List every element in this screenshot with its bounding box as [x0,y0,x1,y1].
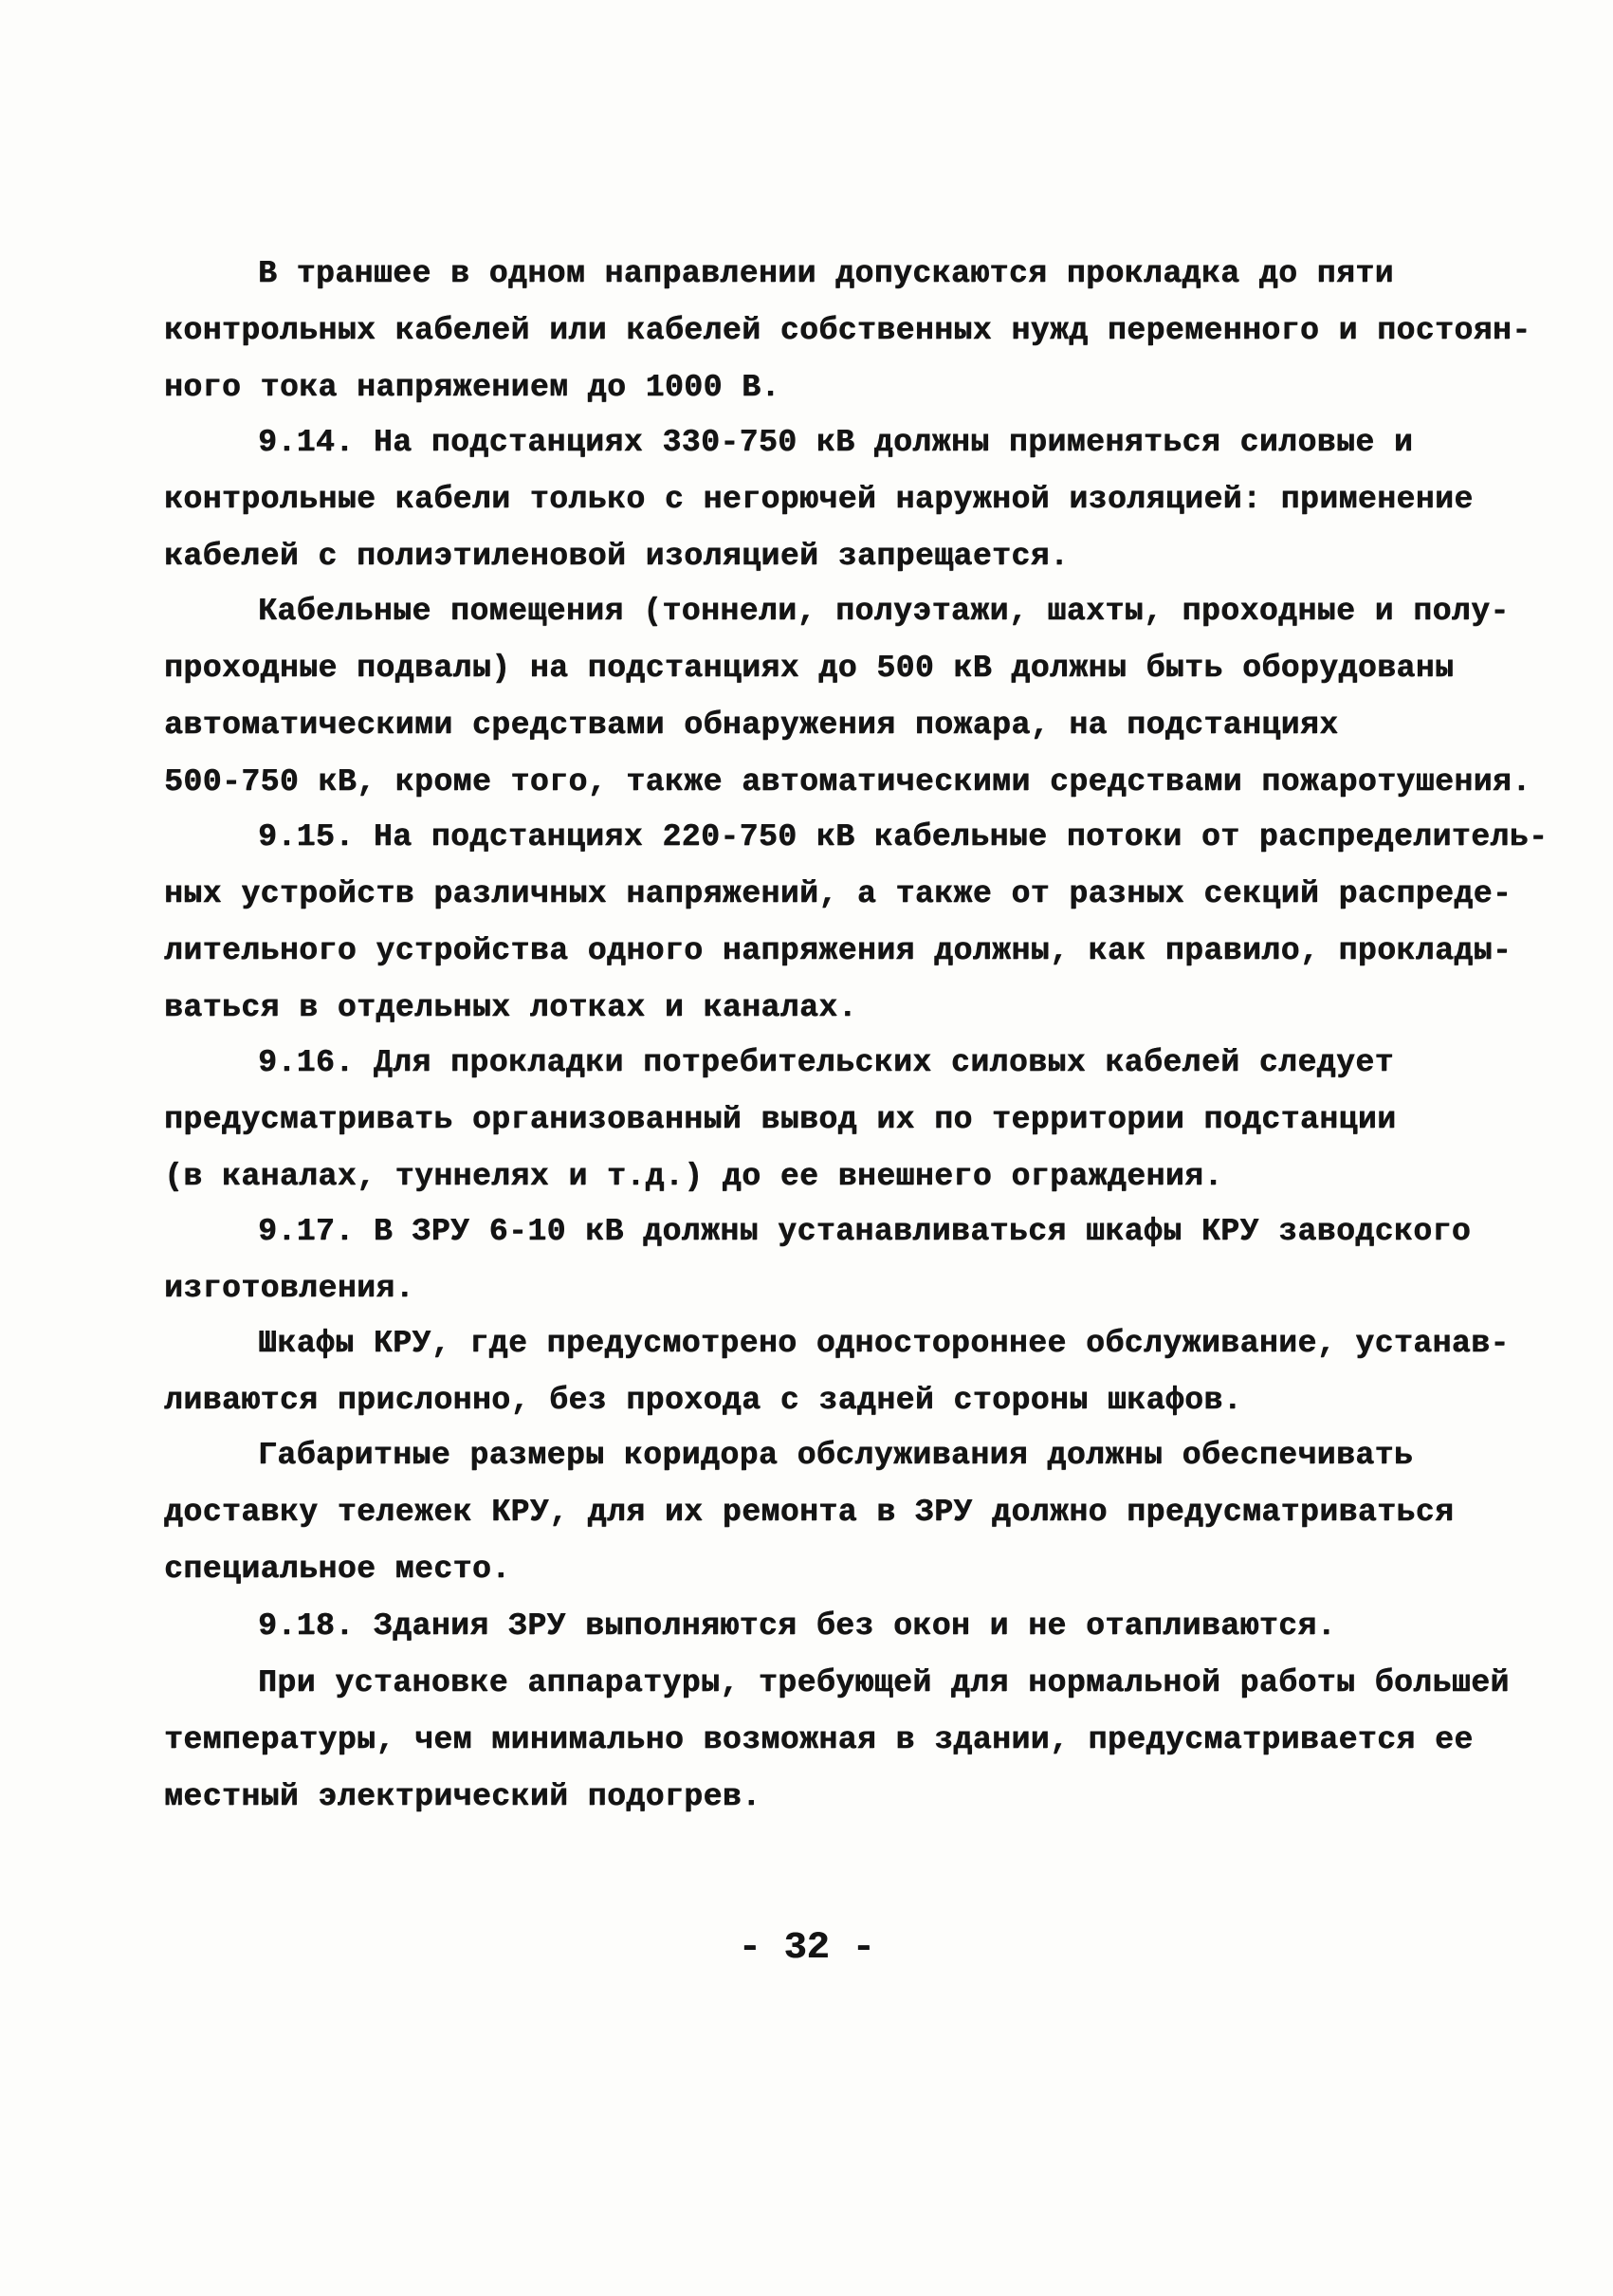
text-line-4: 9.14. На подстанциях 330-750 кВ должны применяться силовые и [258,425,1414,460]
text-line-1: В траншее в одном направлении допускаются прокладка до пяти [258,256,1394,291]
text-line-7: Кабельные помещения (тоннели, полуэтажи, шахты, проходные и полу- [258,594,1510,629]
text-line-22: Габаритные размеры коридора обслуживания должны обеспечивать [258,1438,1414,1473]
text-line-26: При установке аппаратуры, требующей для нормальной работы большей [258,1665,1510,1700]
text-line-16: предусматривать организованный вывод их по территории подстанции [164,1102,1397,1137]
text-line-3: ного тока напряжением до 1000 В. [164,370,780,405]
text-line-28: местный электрический подогрев. [164,1779,761,1814]
text-line-13: лительного устройства одного напряжения должны, как правило, проклады- [164,933,1512,968]
text-line-9: автоматическими средствами обнаружения пожара, на подстанциях [164,707,1339,743]
text-line-23: доставку тележек КРУ, для их ремонта в ЗРУ должно предусматриваться [164,1495,1455,1530]
text-line-19: изготовления. [164,1271,414,1306]
text-line-25: 9.18. Здания ЗРУ выполняются без окон и не отапливаются. [258,1608,1336,1644]
text-line-17: (в каналах, туннелях и т.д.) до ее внешнего ограждения. [164,1159,1223,1194]
text-line-11: 9.15. На подстанциях 220-750 кВ кабельные потоки от распределитель- [258,819,1549,854]
text-line-24: специальное место. [164,1552,511,1587]
text-line-27: температуры, чем минимально возможная в здании, предусматривается ее [164,1722,1474,1757]
text-line-5: контрольные кабели только с негорючей наружной изоляцией: применение [164,482,1474,517]
text-line-14: ваться в отдельных лотках и каналах. [164,990,857,1025]
text-line-2: контрольных кабелей или кабелей собственных нужд переменного и постоян- [164,313,1531,348]
text-line-21: ливаются прислонно, без прохода с задней стороны шкафов. [164,1383,1242,1418]
text-line-8: проходные подвалы) на подстанциях до 500 кВ должны быть оборудованы [164,651,1455,686]
text-line-10: 500-750 кВ, кроме того, также автоматическими средствами пожаротушения. [164,764,1531,799]
text-line-6: кабелей с полиэтиленовой изоляцией запрещается. [164,539,1070,574]
page-number: - 32 - [738,1927,875,1970]
text-line-20: Шкафы КРУ, где предусмотрено одностороннее обслуживание, устанав- [258,1326,1510,1361]
text-line-18: 9.17. В ЗРУ 6-10 кВ должны устанавливаться шкафы КРУ заводского [258,1214,1472,1249]
text-line-15: 9.16. Для прокладки потребительских силовых кабелей следует [258,1045,1394,1080]
text-line-12: ных устройств различных напряжений, а также от разных секций распреде- [164,876,1512,911]
